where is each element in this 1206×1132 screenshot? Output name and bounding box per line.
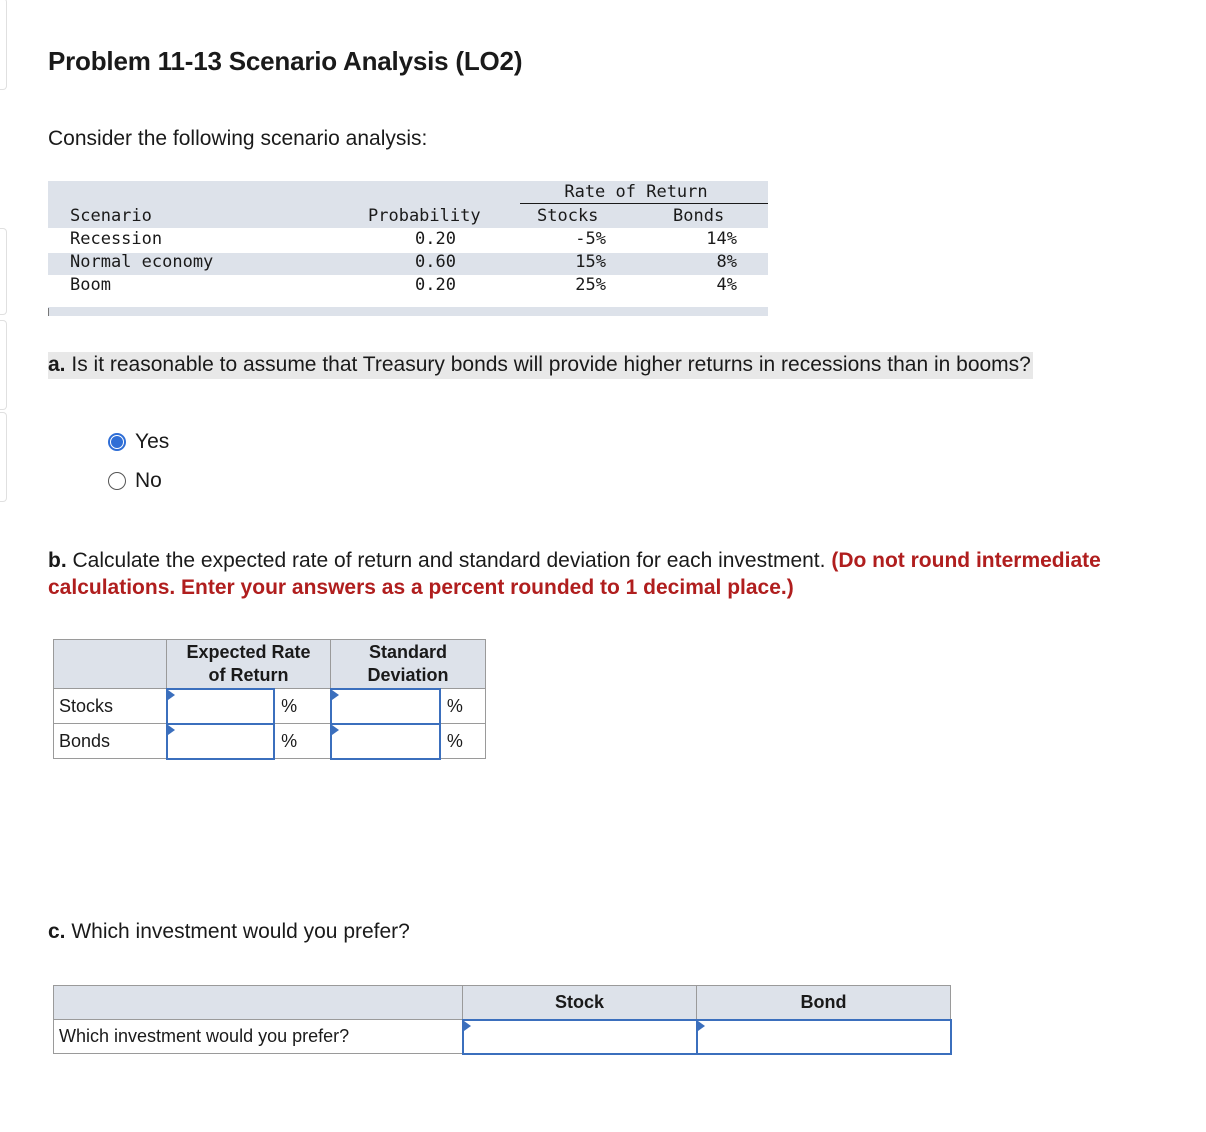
row-scenario: Recession bbox=[70, 229, 163, 249]
row-bonds: 4% bbox=[716, 275, 737, 295]
header-stocks: Stocks bbox=[537, 206, 599, 226]
part-a-text: Is it reasonable to assume that Treasury bonds will provide higher returns in recessions than in booms? bbox=[71, 353, 1031, 376]
edge-tab bbox=[0, 320, 7, 410]
part-b-instruction: (Do not round intermediate calculations. Enter your answers as a percent rounded to 1 decimal place.) bbox=[48, 549, 1101, 599]
part-a-question bbox=[48, 352, 1033, 379]
stock-choice-input[interactable] bbox=[463, 1020, 697, 1054]
header-std-line2: Deviation bbox=[367, 664, 449, 685]
table-row bbox=[54, 689, 486, 724]
row-stocks: 25% bbox=[575, 275, 606, 295]
header-probability: Probability bbox=[368, 206, 481, 226]
percent-unit: % bbox=[274, 689, 330, 724]
bonds-std-input[interactable] bbox=[331, 724, 440, 759]
option-no[interactable] bbox=[108, 469, 162, 493]
intro-text: Consider the following scenario analysis: bbox=[48, 127, 428, 150]
header-std-line1: Standard bbox=[368, 641, 447, 662]
header-expected-return bbox=[167, 640, 331, 689]
header-bond: Bond bbox=[697, 986, 951, 1020]
part-a-label: a. bbox=[48, 353, 66, 376]
row-label-bonds: Bonds bbox=[54, 724, 167, 759]
row-probability: 0.20 bbox=[415, 229, 456, 249]
group-underline bbox=[520, 203, 768, 204]
percent-unit: % bbox=[440, 689, 486, 724]
edge-tab bbox=[0, 412, 7, 502]
row-probability: 0.20 bbox=[415, 275, 456, 295]
part-c-text: Which investment would you prefer? bbox=[71, 920, 410, 943]
part-b-text: Calculate the expected rate of return and standard deviation for each investment. bbox=[72, 549, 826, 572]
radio-unselected-icon[interactable] bbox=[108, 472, 126, 490]
percent-unit: % bbox=[274, 724, 330, 759]
header-standard-deviation bbox=[331, 640, 486, 689]
row-probability: 0.60 bbox=[415, 252, 456, 272]
header-empty-cell bbox=[54, 640, 167, 689]
radio-selected-icon[interactable] bbox=[108, 433, 126, 451]
page-title: Problem 11-13 Scenario Analysis (LO2) bbox=[48, 46, 523, 76]
header-stock: Stock bbox=[463, 986, 697, 1020]
edge-tab bbox=[0, 228, 7, 315]
edge-tab bbox=[0, 0, 7, 90]
answer-table-c bbox=[53, 985, 952, 1055]
row-label-stocks: Stocks bbox=[54, 689, 167, 724]
option-yes[interactable] bbox=[108, 430, 169, 454]
percent-unit: % bbox=[440, 724, 486, 759]
answer-table-b bbox=[53, 639, 486, 760]
scenario-table bbox=[48, 181, 768, 316]
option-yes-label: Yes bbox=[135, 430, 170, 453]
row-stocks: -5% bbox=[575, 229, 606, 249]
row-bonds: 8% bbox=[716, 252, 737, 272]
stocks-std-input[interactable] bbox=[331, 689, 440, 724]
row-scenario: Normal economy bbox=[70, 252, 214, 272]
part-b-question bbox=[48, 547, 1158, 601]
table-corner bbox=[48, 308, 49, 316]
option-no-label: No bbox=[135, 469, 162, 492]
bond-choice-input[interactable] bbox=[697, 1020, 951, 1054]
table-row bbox=[54, 1020, 951, 1054]
row-label-prefer: Which investment would you prefer? bbox=[54, 1020, 463, 1054]
table-row bbox=[54, 724, 486, 759]
header-expected-line2: of Return bbox=[208, 664, 289, 685]
row-stocks: 15% bbox=[575, 252, 606, 272]
part-c-question bbox=[48, 920, 410, 944]
bonds-expected-input[interactable] bbox=[167, 724, 275, 759]
row-bonds: 14% bbox=[706, 229, 737, 249]
header-bonds: Bonds bbox=[673, 206, 725, 226]
part-b-label: b. bbox=[48, 549, 67, 572]
table-footer-band bbox=[48, 307, 768, 316]
part-c-label: c. bbox=[48, 920, 66, 943]
stocks-expected-input[interactable] bbox=[167, 689, 275, 724]
group-header-rate-of-return: Rate of Return bbox=[564, 182, 708, 202]
header-scenario: Scenario bbox=[70, 206, 152, 226]
row-scenario: Boom bbox=[70, 275, 111, 295]
header-empty-cell bbox=[54, 986, 463, 1020]
header-expected-line1: Expected Rate bbox=[186, 641, 311, 662]
